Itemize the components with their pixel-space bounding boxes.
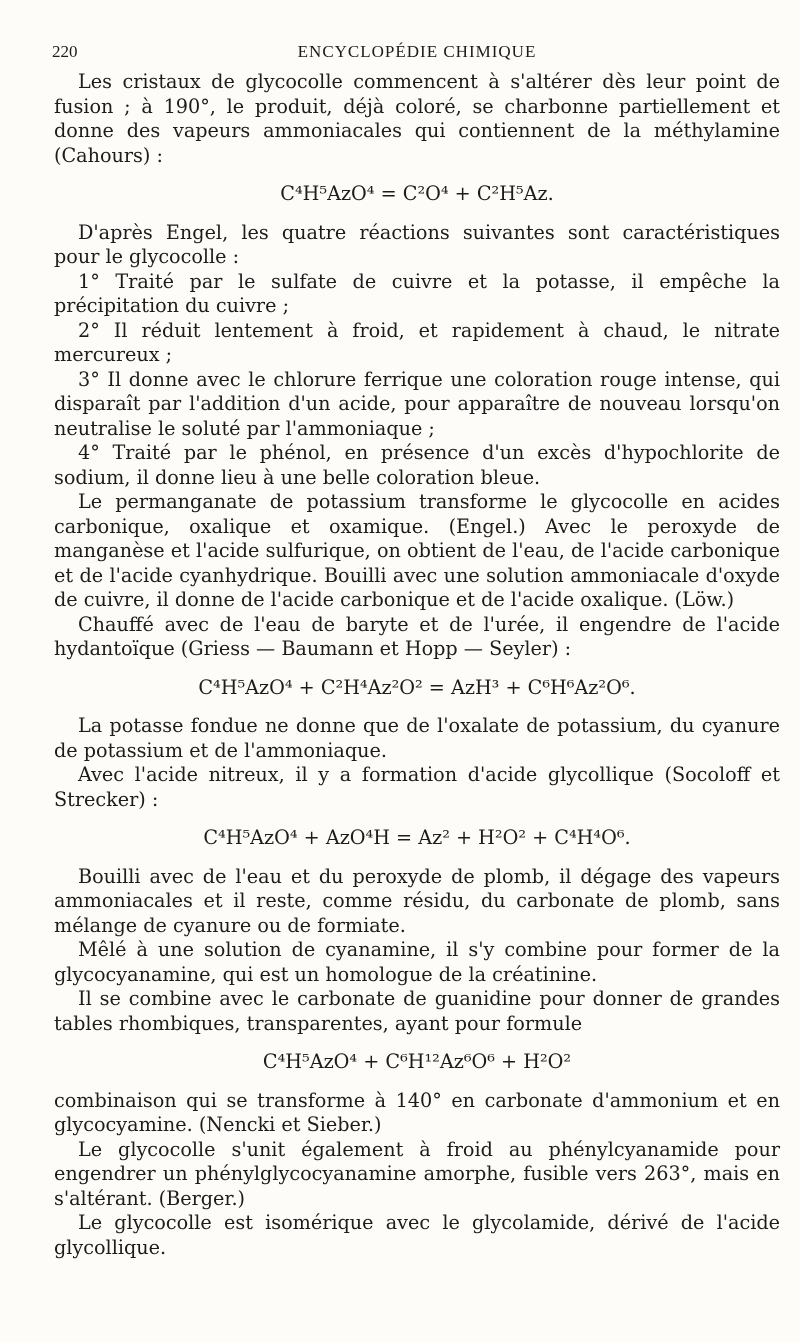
chemical-formula: C⁴H⁵AzO⁴ + AzO⁴H = Az² + H²O² + C⁴H⁴O⁶.: [203, 826, 631, 849]
paragraph: Bouilli avec de l'eau et du peroxyde de plomb, il dégage des vapeurs ammoniacales et il reste, comme résidu, du carbonate de plomb, sans mélange de cyanure ou de formiate.: [54, 864, 780, 937]
chemical-formula: C⁴H⁵AzO⁴ + C⁶H¹²Az⁶O⁶ + H²O²: [262, 1050, 572, 1073]
paragraph: Le permanganate de potassium transforme le glycocolle en acides carbonique, oxalique et oxamique. (Engel.) Avec le peroxyde de manganèse et l'acide sulfurique, on obtient de l'eau, de l'acide carbonique et de l'acide cyanhydrique. Bouilli avec une solution ammoniacale d'oxyde de cuivre, il donne de l'acide carbonique et de l'acide oxalique. (Löw.): [54, 490, 780, 611]
running-title: ENCYCLOPÉDIE CHIMIQUE: [297, 42, 537, 61]
paragraph: Avec l'acide nitreux, il y a formation d'acide glycollique (Socoloff et Strecker) :: [54, 763, 780, 811]
paragraph: D'après Engel, les quatre réactions suivantes sont caractéristiques pour le glycocolle :: [54, 220, 780, 268]
page-number: 220: [52, 42, 78, 61]
paragraph: Le glycocolle s'unit également à froid au phénylcyanamide pour engendrer un phénylglycocyanamine amorphe, fusible vers 263°, mais en s'altérant. (Berger.): [54, 1137, 780, 1210]
paragraph: 3° Il donne avec le chlorure ferrique une coloration rouge intense, qui disparaît par l'addition d'un acide, pour apparaître de nouveau lorsqu'on neutralise le soluté par l'ammoniaque ;: [54, 367, 780, 440]
paragraph: Chauffé avec de l'eau de baryte et de l'urée, il engendre de l'acide hydantoïque (Griess — Baumann et Hopp — Seyler) :: [54, 612, 780, 660]
paragraph: La potasse fondue ne donne que de l'oxalate de potassium, du cyanure de potassium et de l'ammoniaque.: [54, 714, 780, 762]
chemical-formula: C⁴H⁵AzO⁴ = C²O⁴ + C²H⁵Az.: [280, 182, 554, 205]
body-text: [54, 70, 780, 1260]
paragraph: Le glycocolle est isomérique avec le glycolamide, dérivé de l'acide glycollique.: [54, 1211, 780, 1259]
paragraph: 2° Il réduit lentement à froid, et rapidement à chaud, le nitrate mercureux ;: [54, 318, 780, 366]
paragraph: Il se combine avec le carbonate de guanidine pour donner de grandes tables rhombiques, transparentes, ayant pour formule: [54, 987, 780, 1035]
paragraph: Mêlé à une solution de cyanamine, il s'y combine pour former de la glycocyanamine, qui est un homologue de la créatinine.: [54, 938, 780, 986]
chemical-formula: C⁴H⁵AzO⁴ + C²H⁴Az²O² = AzH³ + C⁶H⁶Az²O⁶.: [198, 675, 636, 699]
paragraph: 1° Traité par le sulfate de cuivre et la potasse, il empêche la précipitation du cuivre ;: [54, 269, 780, 317]
page-header: [52, 42, 782, 66]
paragraph: Les cristaux de glycocolle commencent à s'altérer dès leur point de fusion ; à 190°, le produit, déjà coloré, se charbonne partiellement et donne des vapeurs ammoniacales qui contiennent de la méthylamine (Cahours) :: [54, 70, 780, 167]
paragraph: combinaison qui se transforme à 140° en carbonate d'ammonium et en glycocyamine. (Nencki et Sieber.): [54, 1088, 780, 1136]
paragraph: 4° Traité par le phénol, en présence d'un excès d'hypochlorite de sodium, il donne lieu à une belle coloration bleue.: [54, 441, 780, 489]
